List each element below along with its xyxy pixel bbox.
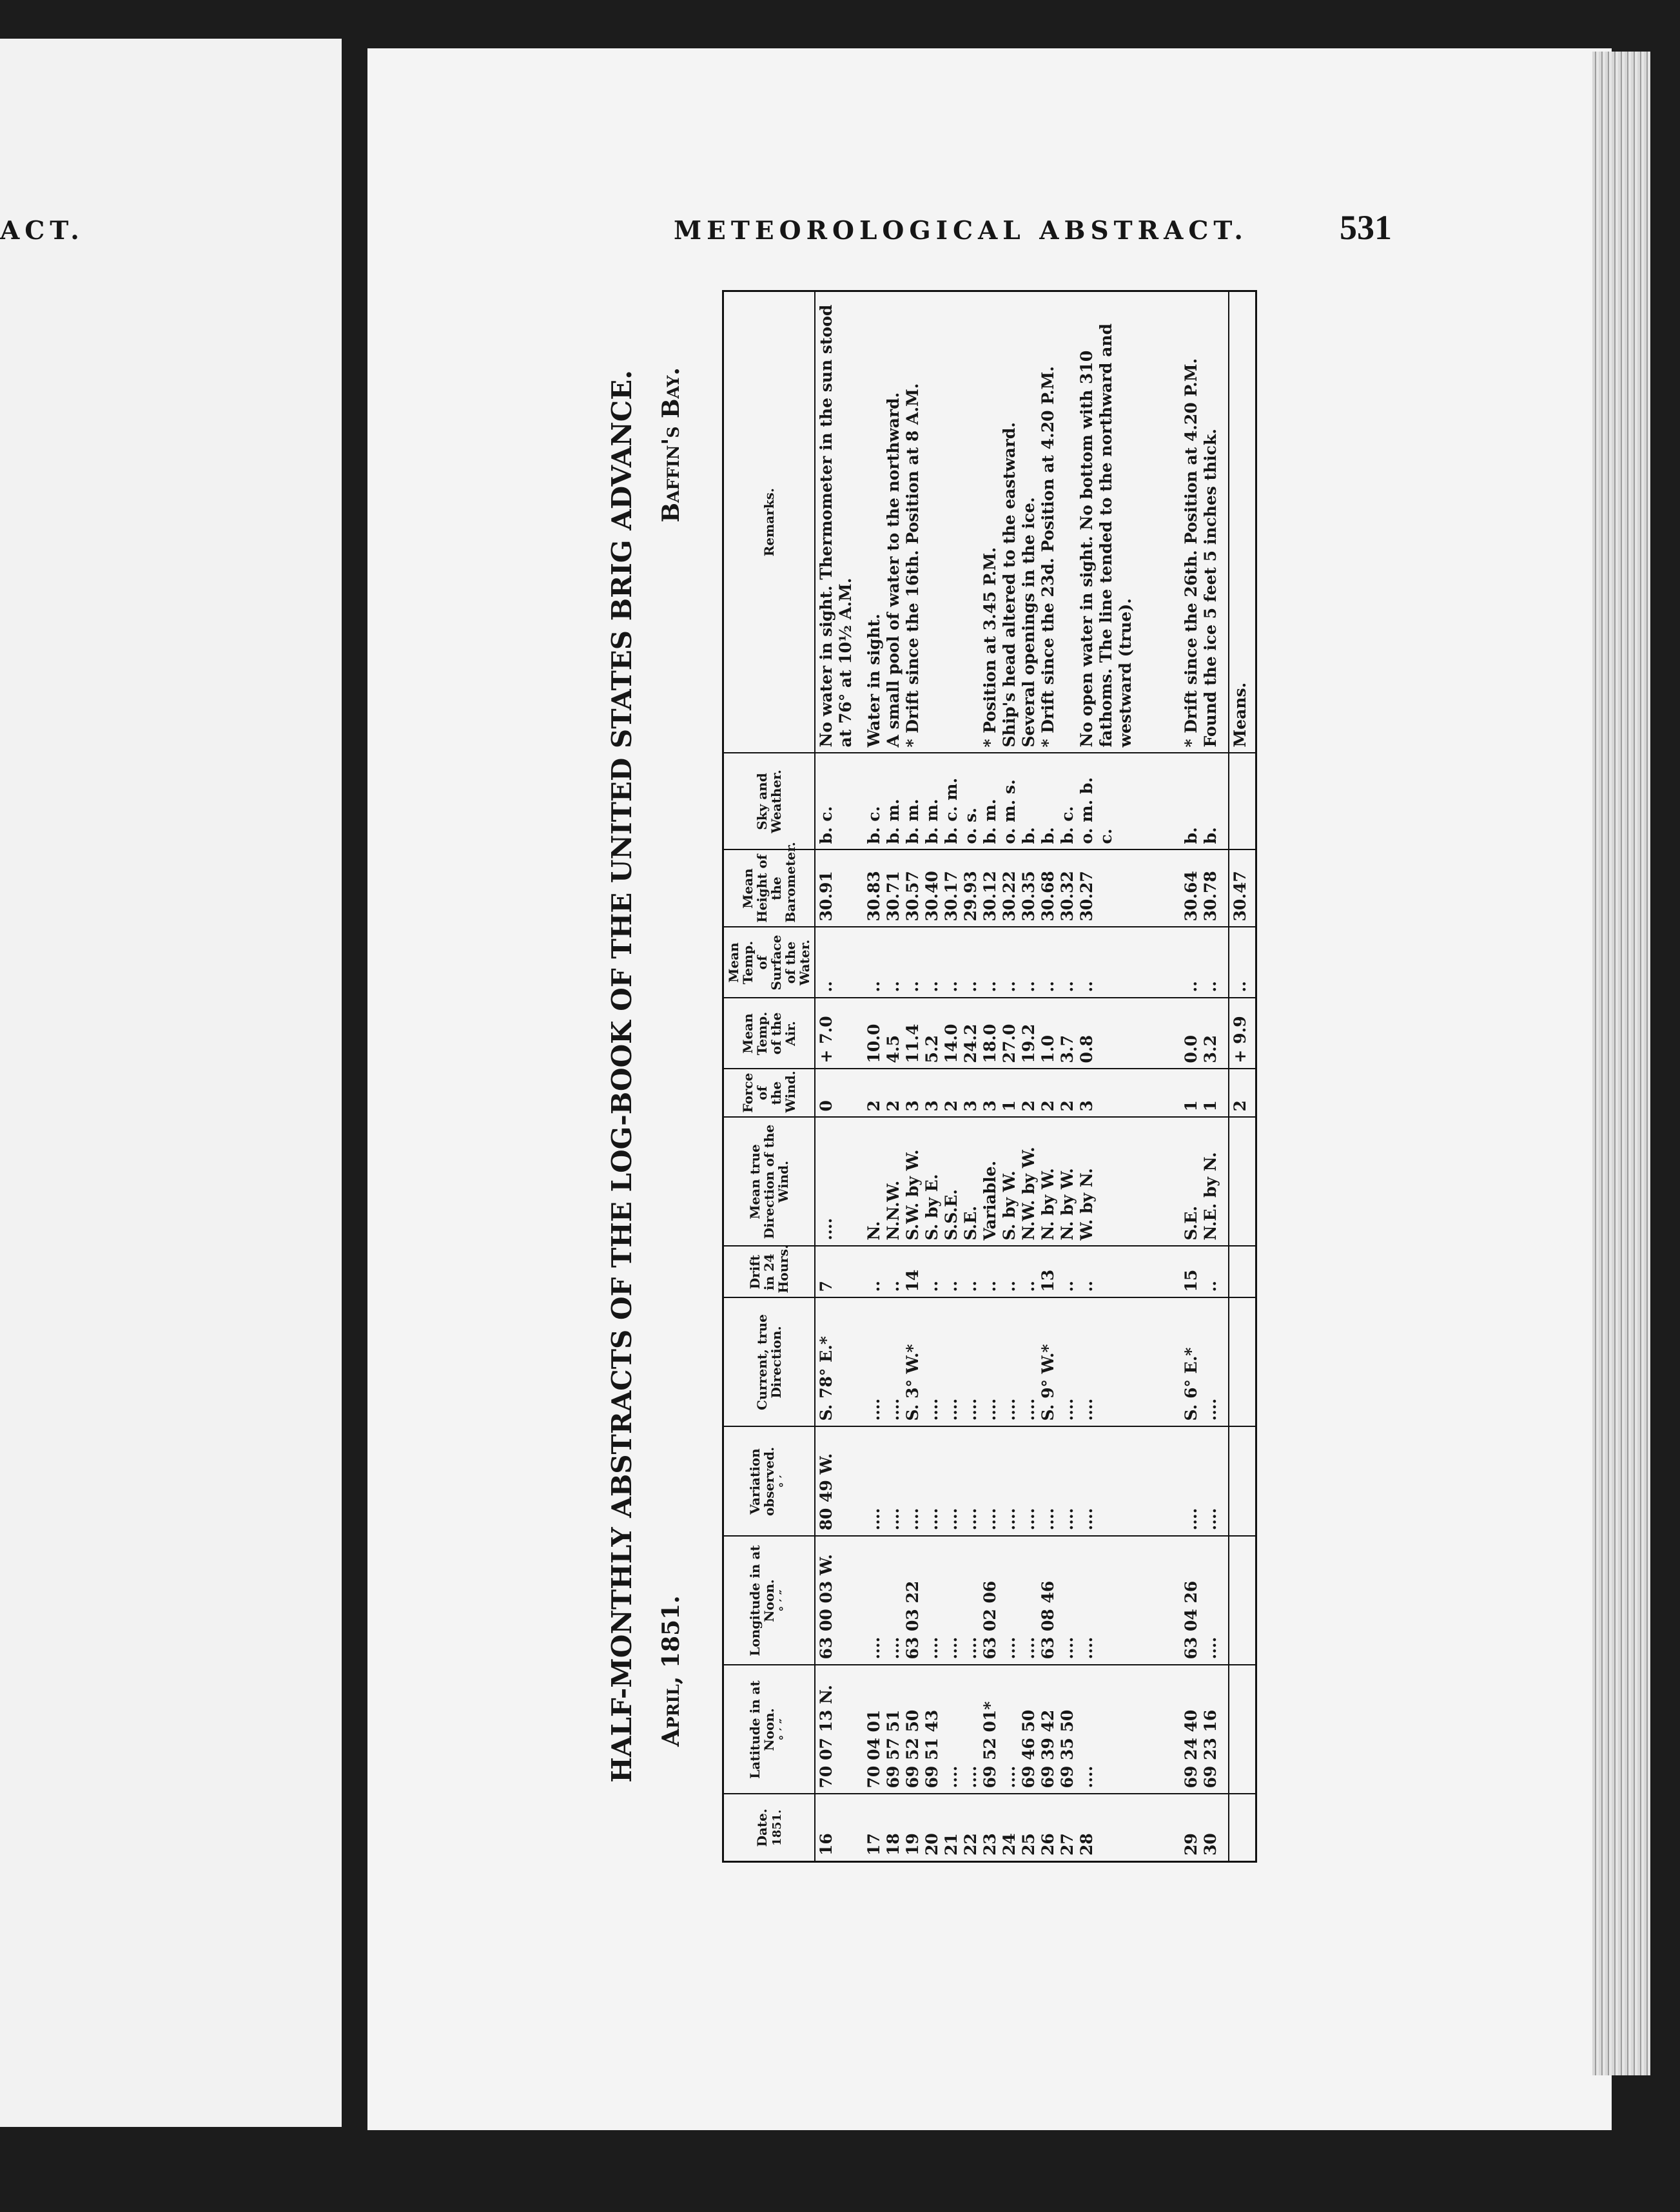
current-cell: .... .... S. 3° W.* .... .... .... .... .... .... S. 9° W.* .... .... [863,1298,1180,1427]
longitude-cell: 63 04 26 .... [1180,1537,1229,1665]
running-head: METEOROLOGICAL ABSTRACT. [674,216,1248,246]
means-air: + 9.9 [1229,998,1256,1069]
sky-cell: b. c. [815,753,863,850]
water-cell: .. .. [1180,927,1229,998]
header-row [723,291,816,1862]
header-wind-force: Force of the Wind. [723,1069,816,1118]
header-wind-direction: Mean true Direction of the Wind. [723,1118,816,1247]
left-page [0,39,342,2127]
latitude-cell: 70 07 13 N. [815,1665,863,1794]
water-cell: .. [815,927,863,998]
date-cell: 16 [815,1794,863,1862]
header-current: Current, true Direction. [723,1298,816,1427]
means-force: 2 [1229,1069,1256,1118]
remarks-cell: No water in sight. Thermometer in the sun stood at 76° at 10½ A.M. [815,291,863,753]
barometer-cell: 30.91 [815,850,863,927]
variation-cell: .... .... [1180,1427,1229,1537]
header-sky: Sky and Weather. [723,753,816,850]
header-latitude: Latitude in at Noon. ° ′ ″ [723,1665,816,1794]
page-number: 531 [1340,208,1392,247]
wind-cell: N. N.N.W. S.W. by W. S. by E. S.S.E. S.E. Variable. S. by W. N.W. by W. N. by W. N. by W. W. by N. [863,1118,1180,1247]
header-barometer: Mean Height of the Barometer. [723,850,816,927]
header-variation: Variation observed. ° ′ [723,1427,816,1537]
date-cell: 29 30 [1180,1794,1229,1862]
wind-cell: S.E. N.E. by N. [1180,1118,1229,1247]
water-cell: .. .. .. .. .. .. .. .. .. .. .. .. [863,927,1180,998]
header-water-temp: Mean Temp. of Surface of the Water. [723,927,816,998]
variation-cell: .... .... .... .... .... .... .... .... .... .... .... .... [863,1427,1180,1537]
header-longitude: Longitude in at Noon. ° ′ ″ [723,1537,816,1665]
means-label: Means. [1229,291,1256,753]
left-running-head: ACT. [0,216,84,246]
air-cell: + 7.0 [815,998,863,1069]
page-edges [1592,52,1650,2075]
remarks-cell: Water in sight. A small pool of water to the northward. * Drift since the 16th. Position at 8 A.M. * Position at 3.45 P.M. Ship's head altered to the eastward. Several openings in the ice. * Drift since the 23d. Position at 4.20 P.M. No open water in sight. No bottom with 310 fathoms. The line tended to the northward and westward (true). [863,291,1180,753]
force-cell: 2 2 3 3 2 3 3 1 2 2 2 3 [863,1069,1180,1118]
table-title: HALF-MONTHLY ABSTRACTS OF THE LOG-BOOK OF THE UNITED STATES BRIG ADVANCE. [606,370,638,1783]
air-cell: 10.0 4.5 11.4 5.2 14.0 24.2 18.0 27.0 19.2 1.0 3.7 0.8 [863,998,1180,1069]
latitude-cell: 69 24 40 69 23 16 [1180,1665,1229,1794]
wind-cell: .... [815,1118,863,1247]
table-row [1180,291,1229,1862]
header-drift: Drift in 24 Hours. [723,1247,816,1298]
drift-cell: 7 [815,1247,863,1298]
drift-cell: .. .. 14 .. .. .. .. .. .. 13 .. .. [863,1247,1180,1298]
header-remarks: Remarks. [723,291,816,753]
force-cell: 1 1 [1180,1069,1229,1118]
barometer-cell: 30.64 30.78 [1180,850,1229,927]
means-row [1229,291,1256,1862]
date-cell: 17 18 19 20 21 22 23 24 25 26 27 28 [863,1794,1180,1862]
variation-cell: 80 49 W. [815,1427,863,1537]
table-row [815,291,863,1862]
sky-cell: b. b. [1180,753,1229,850]
sky-cell: b. c. b. m. b. m. b. m. b. c. m. o. s. b. m. o. m. s. b. b. b. c. o. m. b. c. [863,753,1180,850]
current-cell: S. 78° E.* [815,1298,863,1427]
right-table-block [606,290,1257,1863]
remarks-cell: * Drift since the 26th. Position at 4.20 P.M. Found the ice 5 feet 5 inches thick. [1180,291,1229,753]
log-table [722,290,1257,1863]
longitude-cell: .... .... 63 03 22 .... .... .... 63 02 06 .... .... 63 08 46 .... .... [863,1537,1180,1665]
means-water: .. [1229,927,1256,998]
drift-cell: 15 .. [1180,1247,1229,1298]
longitude-cell: 63 00 03 W. [815,1537,863,1665]
header-air-temp: Mean Temp. of the Air. [723,998,816,1069]
means-barometer: 30.47 [1229,850,1256,927]
current-cell: S. 6° E.* .... [1180,1298,1229,1427]
table-row [863,291,1180,1862]
subtitle-location: Baffin's Bay. [658,367,685,523]
latitude-cell: 70 04 01 69 57 51 69 52 50 69 51 43 .... .... 69 52 01* .... 69 46 50 69 39 42 69 35 50 .... [863,1665,1180,1794]
barometer-cell: 30.83 30.71 30.57 30.40 30.17 29.93 30.12 30.22 30.35 30.68 30.32 30.27 [863,850,1180,927]
air-cell: 0.0 3.2 [1180,998,1229,1069]
force-cell: 0 [815,1069,863,1118]
subtitle-month: April, 1851. [658,1595,685,1747]
header-date: Date. 1851. [723,1794,816,1862]
